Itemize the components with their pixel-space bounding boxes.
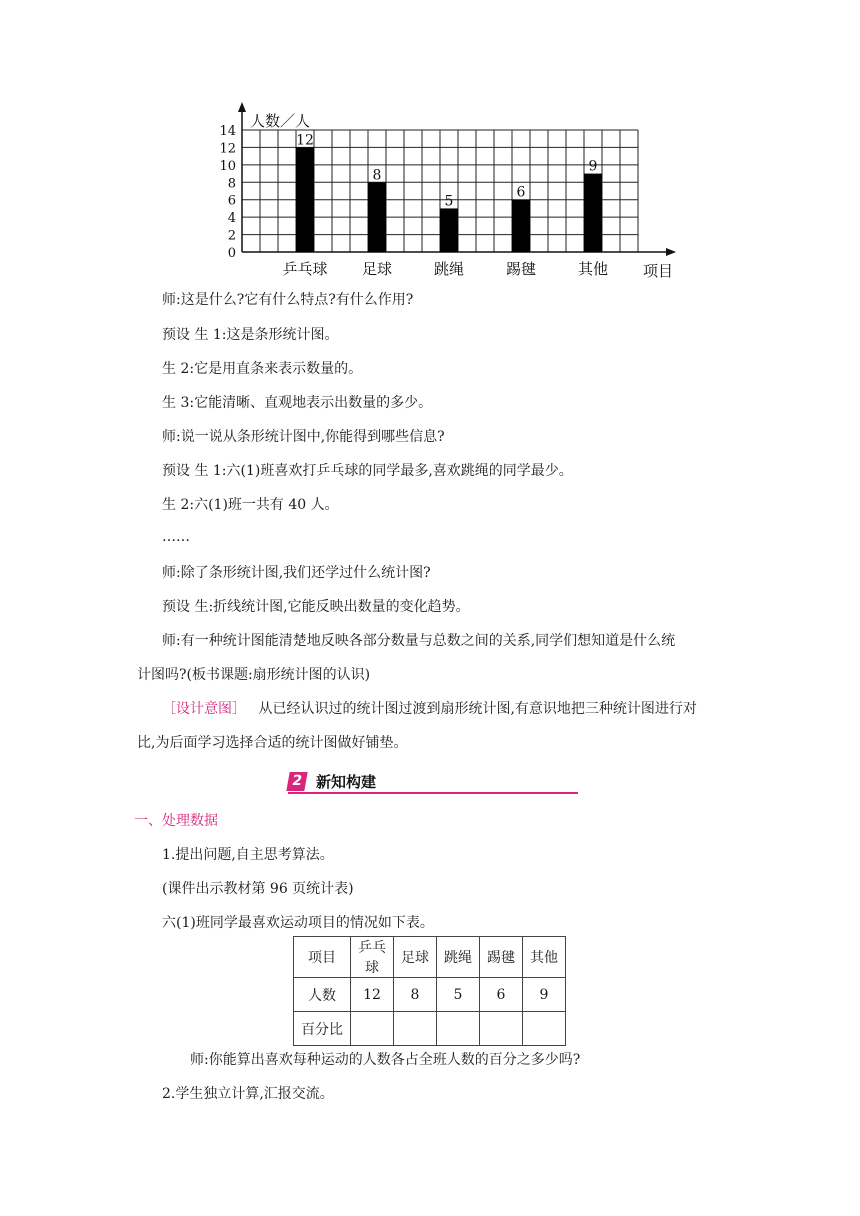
bar-1 [368, 182, 386, 252]
text-line-5: 师:说一说从条形统计图中,你能得到哪些信息? [162, 429, 445, 445]
design-intent-tag: ［设计意图］ [162, 701, 246, 717]
table-row [294, 1012, 566, 1046]
y-tick-label: 6 [227, 193, 236, 209]
y-tick-label: 10 [219, 158, 236, 174]
text-line-2: 预设 生 1:这是条形统计图。 [162, 327, 339, 343]
text-line-11: 计图吗?(板书课题:扇形统计图的认识) [137, 667, 371, 683]
category-label: 足球 [361, 260, 393, 278]
table-row [294, 978, 566, 1012]
text-line-8: 师:除了条形统计图,我们还学过什么统计图? [162, 565, 431, 581]
text-line-6: 预设 生 1:六(1)班喜欢打乒乓球的同学最多,喜欢跳绳的同学最少。 [162, 463, 573, 479]
table-row-label: 人数 [294, 978, 351, 1012]
table-row [294, 937, 566, 978]
x-axis-label: 项目 [642, 262, 674, 280]
y-tick-label: 2 [227, 228, 236, 244]
text-line-9: 预设 生:折线统计图,它能反映出数量的变化趋势。 [162, 599, 470, 615]
step-line-3: 六(1)班同学最喜欢运动项目的情况如下表。 [162, 915, 434, 931]
design-intent-line-1 [162, 699, 697, 719]
y-tick-label: 4 [227, 211, 236, 227]
text-line-7: 生 2:六(1)班一共有 40 人。 [162, 497, 339, 513]
bar-2 [440, 208, 458, 252]
data-label: 9 [588, 158, 598, 175]
table-header-cell: 乒乓球 [351, 937, 394, 978]
table-cell [437, 1012, 480, 1046]
table-header-cell: 其他 [523, 937, 566, 978]
text-line-1: 师:这是什么?它有什么特点?有什么作用? [162, 292, 414, 308]
category-label: 踢毽 [505, 260, 537, 278]
table-cell [351, 1012, 394, 1046]
step-line-1: 1.提出问题,自主思考算法。 [162, 847, 334, 863]
category-label: 乒乓球 [282, 260, 328, 278]
section-banner-title: 新知构建 [316, 773, 377, 791]
bar-4 [584, 174, 602, 252]
text-line-4: 生 3:它能清晰、直观地表示出数量的多少。 [162, 395, 433, 411]
bar-3 [512, 200, 530, 252]
table-header-cell: 项目 [294, 937, 351, 978]
category-label: 其他 [577, 260, 609, 278]
data-label: 6 [516, 184, 526, 201]
y-axis-arrow [238, 102, 246, 112]
data-label: 5 [444, 193, 454, 210]
data-label: 8 [372, 167, 382, 184]
text-line-10: 师:有一种统计图能清楚地反映各部分数量与总数之间的关系,同学们想知道是什么统 [162, 633, 676, 649]
table-row-label: 百分比 [294, 1012, 351, 1046]
y-tick-label: 12 [219, 141, 236, 157]
table-header-cell: 跳绳 [437, 937, 480, 978]
text-line-ellipsis: …… [162, 529, 190, 545]
y-axis-label: 人数／人 [250, 112, 311, 130]
data-label: 12 [296, 132, 314, 149]
table-header-cell: 踢毽 [480, 937, 523, 978]
step-line-2: (课件出示教材第 96 页统计表) [162, 881, 354, 897]
y-tick-label: 14 [219, 124, 236, 139]
table-cell: 8 [394, 978, 437, 1012]
table-cell [523, 1012, 566, 1046]
table-cell: 5 [437, 978, 480, 1012]
table-cell: 9 [523, 978, 566, 1012]
stats-table [293, 936, 566, 1046]
y-tick-label: 8 [227, 176, 236, 192]
bar-chart [212, 100, 682, 285]
bar-0 [296, 147, 314, 252]
table-cell: 12 [351, 978, 394, 1012]
table-cell: 6 [480, 978, 523, 1012]
x-axis-arrow [666, 248, 676, 256]
after-table-line-1: 师:你能算出喜欢每种运动的人数各占全班人数的百分之多少吗? [190, 1052, 581, 1068]
design-intent-line-2: 比,为后面学习选择合适的统计图做好铺垫。 [137, 735, 408, 751]
section-banner [288, 770, 578, 794]
after-table-line-2: 2.学生独立计算,汇报交流。 [162, 1086, 334, 1102]
table-cell [480, 1012, 523, 1046]
section-banner-rule [288, 792, 578, 794]
design-intent-text-1: 从已经认识过的统计图过渡到扇形统计图,有意识地把三种统计图进行对 [258, 701, 697, 717]
category-label: 跳绳 [433, 260, 465, 278]
section-number-badge: 2 [286, 772, 307, 791]
y-tick-label: 0 [227, 246, 236, 261]
table-cell [394, 1012, 437, 1046]
text-line-3: 生 2:它是用直条来表示数量的。 [162, 361, 363, 377]
table-header-cell: 足球 [394, 937, 437, 978]
section-heading: 一、处理数据 [134, 813, 218, 829]
